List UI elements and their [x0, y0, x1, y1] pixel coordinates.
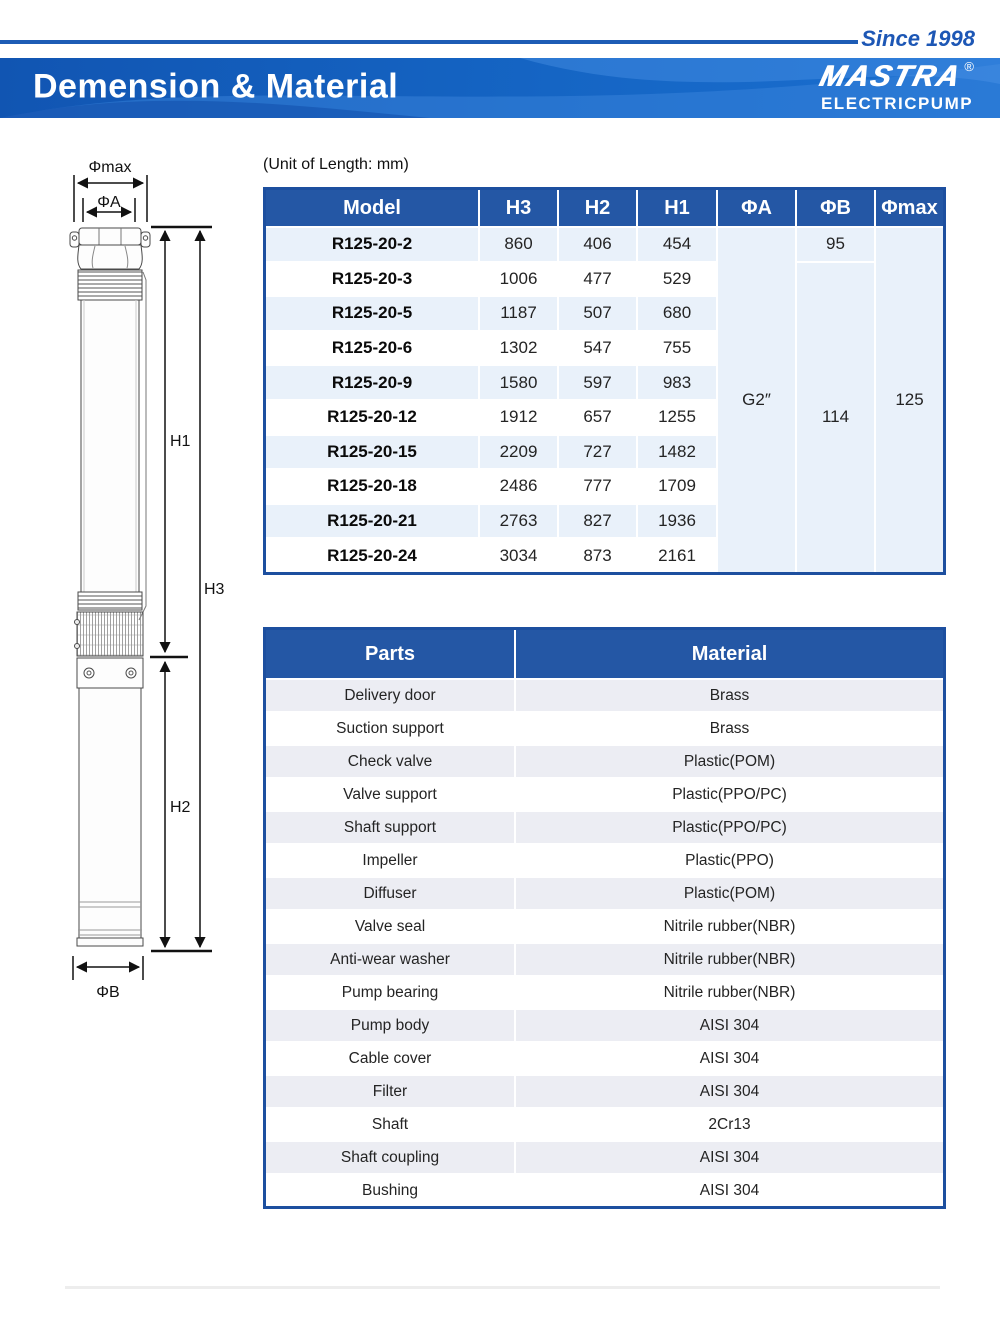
material-cell: AISI 304 [516, 1175, 943, 1206]
model-cell: R125-20-21 [266, 505, 478, 538]
column-header: H3 [480, 190, 557, 226]
title-banner [0, 58, 1000, 118]
material-cell: Plastic(POM) [516, 746, 943, 777]
part-name-cell: Pump body [266, 1010, 514, 1041]
column-header: Parts [266, 630, 514, 678]
cell-phi-b-first: 95 [797, 228, 874, 261]
dimension-table [263, 187, 946, 575]
value-cell: 1006 [480, 263, 557, 296]
model-cell: R125-20-18 [266, 470, 478, 503]
column-header: H2 [559, 190, 636, 226]
material-cell: Plastic(PPO/PC) [516, 779, 943, 810]
value-cell: 777 [559, 470, 636, 503]
value-cell: 2486 [480, 470, 557, 503]
unit-note: (Unit of Length: mm) [263, 156, 409, 173]
model-cell: R125-20-3 [266, 263, 478, 296]
value-cell: 2763 [480, 505, 557, 538]
material-cell: Plastic(PPO/PC) [516, 812, 943, 843]
part-name-cell: Anti-wear washer [266, 944, 514, 975]
footer-divider [65, 1286, 940, 1289]
part-name-cell: Impeller [266, 845, 514, 876]
value-cell: 477 [559, 263, 636, 296]
column-header: ΦB [797, 190, 874, 226]
value-cell: 827 [559, 505, 636, 538]
value-cell: 547 [559, 332, 636, 365]
brand-wordmark: MASTRA [816, 60, 965, 93]
material-cell: AISI 304 [516, 1076, 943, 1107]
merged-cell-phi-a: G2″ [718, 228, 795, 572]
phi-max-label: Φmax [88, 159, 132, 176]
h1-label: H1 [170, 433, 191, 450]
value-cell: 755 [638, 332, 716, 365]
part-name-cell: Shaft support [266, 812, 514, 843]
part-name-cell: Shaft [266, 1109, 514, 1140]
material-cell: AISI 304 [516, 1043, 943, 1074]
material-cell: Brass [516, 680, 943, 711]
value-cell: 507 [559, 297, 636, 330]
column-header: H1 [638, 190, 716, 226]
merged-cell-phi-b: 114 [797, 263, 874, 572]
material-cell: Plastic(PPO) [516, 845, 943, 876]
part-name-cell: Delivery door [266, 680, 514, 711]
model-cell: R125-20-24 [266, 539, 478, 572]
pump-outline [70, 228, 150, 946]
value-cell: 1936 [638, 505, 716, 538]
value-cell: 1187 [480, 297, 557, 330]
material-cell: Nitrile rubber(NBR) [516, 911, 943, 942]
phi-b-label: ΦB [96, 984, 120, 1001]
top-divider [0, 40, 858, 44]
material-cell: Nitrile rubber(NBR) [516, 944, 943, 975]
part-name-cell: Check valve [266, 746, 514, 777]
phi-a-label: ΦA [97, 194, 121, 211]
value-cell: 1580 [480, 366, 557, 399]
value-cell: 2161 [638, 539, 716, 572]
model-cell: R125-20-9 [266, 366, 478, 399]
column-header: Material [516, 630, 943, 678]
value-cell: 657 [559, 401, 636, 434]
value-cell: 529 [638, 263, 716, 296]
part-name-cell: Suction support [266, 713, 514, 744]
h2-label: H2 [170, 799, 191, 816]
value-cell: 3034 [480, 539, 557, 572]
part-name-cell: Shaft coupling [266, 1142, 514, 1173]
value-cell: 1302 [480, 332, 557, 365]
part-name-cell: Pump bearing [266, 977, 514, 1008]
model-cell: R125-20-2 [266, 228, 478, 261]
column-header: Model [266, 190, 478, 226]
part-name-cell: Filter [266, 1076, 514, 1107]
value-cell: 1482 [638, 436, 716, 469]
part-name-cell: Valve seal [266, 911, 514, 942]
brand-subtitle: ELECTRICPUMP [820, 94, 974, 113]
model-cell: R125-20-5 [266, 297, 478, 330]
value-cell: 454 [638, 228, 716, 261]
value-cell: 983 [638, 366, 716, 399]
value-cell: 1709 [638, 470, 716, 503]
part-name-cell: Valve support [266, 779, 514, 810]
merged-cell-phi-max: 125 [876, 228, 943, 572]
material-cell: AISI 304 [516, 1142, 943, 1173]
value-cell: 597 [559, 366, 636, 399]
model-cell: R125-20-6 [266, 332, 478, 365]
value-cell: 1912 [480, 401, 557, 434]
materials-table [263, 627, 946, 1209]
model-cell: R125-20-15 [266, 436, 478, 469]
value-cell: 873 [559, 539, 636, 572]
material-cell: Plastic(POM) [516, 878, 943, 909]
column-header: Φmax [876, 190, 943, 226]
value-cell: 1255 [638, 401, 716, 434]
pump-diagram [55, 150, 235, 1010]
model-cell: R125-20-12 [266, 401, 478, 434]
brand-logo [816, 59, 974, 113]
value-cell: 860 [480, 228, 557, 261]
part-name-cell: Cable cover [266, 1043, 514, 1074]
material-cell: 2Cr13 [516, 1109, 943, 1140]
material-cell: Nitrile rubber(NBR) [516, 977, 943, 1008]
value-cell: 680 [638, 297, 716, 330]
part-name-cell: Diffuser [266, 878, 514, 909]
registered-trademark-icon: ® [964, 59, 974, 74]
material-cell: Brass [516, 713, 943, 744]
page-title: Demension & Material [33, 67, 399, 106]
value-cell: 406 [559, 228, 636, 261]
part-name-cell: Bushing [266, 1175, 514, 1206]
value-cell: 2209 [480, 436, 557, 469]
value-cell: 727 [559, 436, 636, 469]
material-cell: AISI 304 [516, 1010, 943, 1041]
column-header: ΦA [718, 190, 795, 226]
since-1998-text: Since 1998 [861, 26, 975, 51]
h3-label: H3 [204, 581, 225, 598]
